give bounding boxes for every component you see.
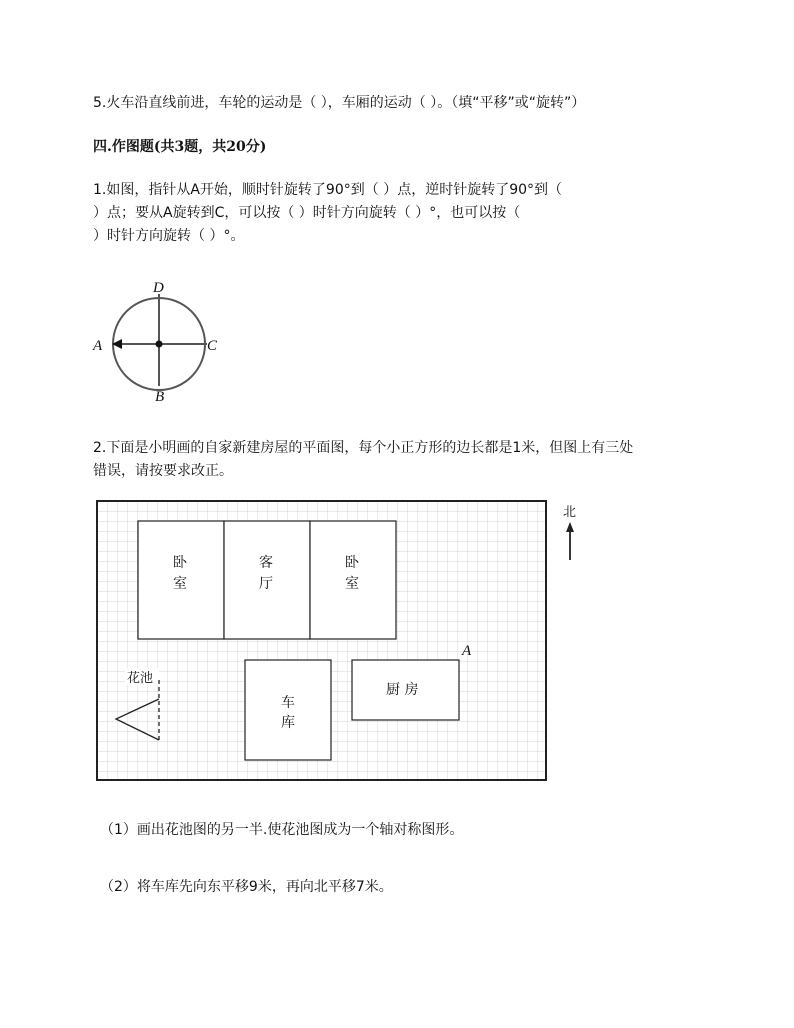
kitchen-label: 厨 房 — [386, 682, 419, 698]
garage-label-top: 车 — [281, 695, 295, 711]
label-c: C — [207, 338, 218, 354]
question-2-line-1: 2.下面是小明画的自家新建房屋的平面图，每个小正方形的边长都是1米，但图上有三处 — [93, 440, 634, 456]
north-arrow-icon — [566, 522, 574, 532]
question-2-line-2: 错误，请按要求改正。 — [93, 463, 233, 479]
bedroom-2-label-bottom: 室 — [345, 576, 359, 592]
label-b: B — [155, 389, 165, 404]
label-a: A — [93, 338, 103, 354]
living-label-bottom: 厅 — [259, 576, 273, 592]
point-a-label: A — [462, 643, 472, 659]
north-label: 北 — [563, 505, 577, 520]
question-1-line-1: 1.如图，指针从A开始，顺时针旋转了90°到（ ）点，逆时针旋转了90°到（ — [93, 182, 563, 198]
question-2-sub-1: （1）画出花池图的另一半.使花池图成为一个轴对称图形。 — [100, 822, 464, 838]
bedroom-1-label-bottom: 室 — [173, 576, 187, 592]
question-1-line-3: ）时针方向旋转（ ）°。 — [93, 228, 245, 244]
bedroom-1-label-top: 卧 — [173, 555, 187, 571]
garage-label-bottom: 库 — [281, 715, 295, 731]
living-label-top: 客 — [259, 555, 273, 571]
bedroom-2-label-top: 卧 — [345, 555, 359, 571]
section-heading: 四.作图题(共3题，共20分) — [93, 139, 267, 155]
question-1-line-2: ）点；要从A旋转到C，可以按（ ）时针方向旋转（ ）°，也可以按（ — [93, 205, 521, 221]
flowerbed-label: 花池 — [127, 671, 154, 686]
question-2-sub-2: （2）将车库先向东平移9米，再向北平移7米。 — [100, 879, 393, 895]
label-d: D — [153, 280, 164, 296]
question-5: 5.火车沿直线前进，车轮的运动是（ ），车厢的运动（ ）。（填“平移”或“旋转”） — [93, 95, 586, 111]
